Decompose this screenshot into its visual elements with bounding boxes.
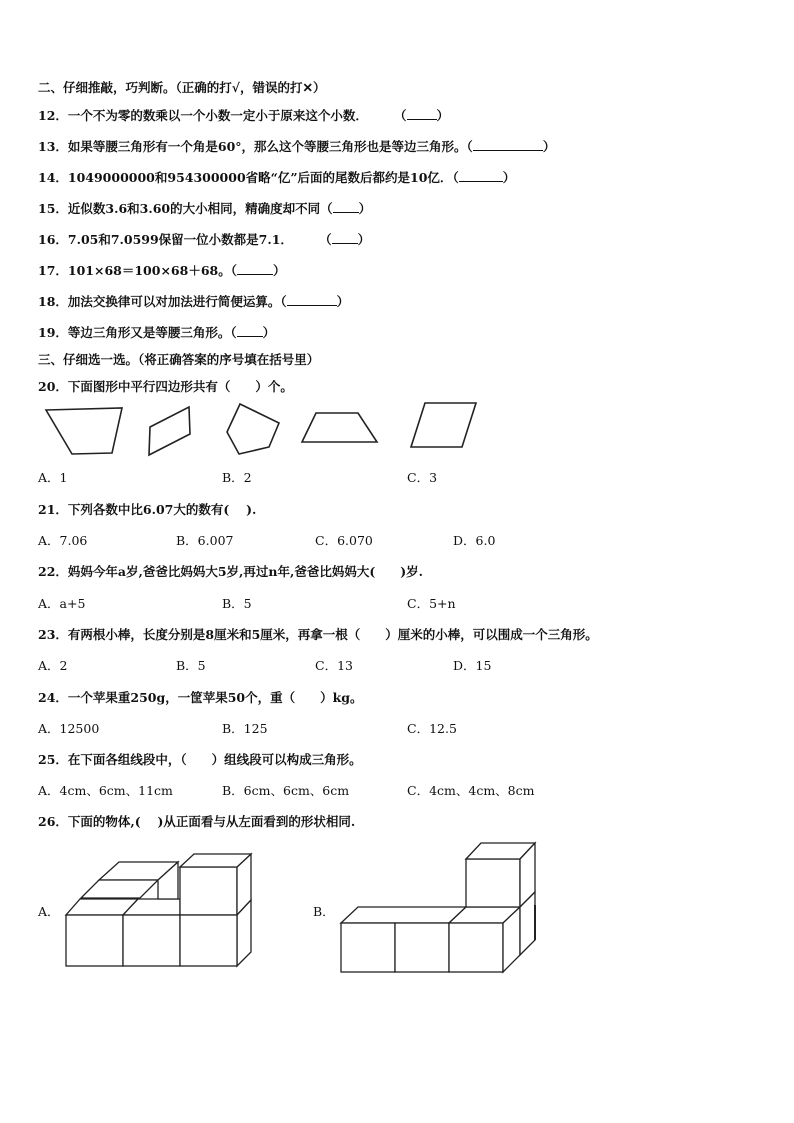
question-22: 22．妈妈今年a岁,爸爸比妈妈大5岁,再过n年,爸爸比妈妈大( )岁.: [38, 564, 424, 579]
shape-parallelogram-small: [149, 407, 190, 455]
question-17: 17．101×68＝100×68＋68。（ ）: [38, 263, 286, 278]
option-c[interactable]: C．6.070: [315, 533, 373, 548]
option-b[interactable]: B．6.007: [176, 533, 234, 548]
option-b[interactable]: B．2: [222, 470, 252, 485]
option-b[interactable]: B．5: [176, 658, 206, 673]
option-c[interactable]: C．12.5: [407, 721, 457, 736]
question-19: 19．等边三角形又是等腰三角形。（ ）: [38, 325, 276, 340]
question-16: 16．7.05和7.0599保留一位小数都是7.1． （ ）: [38, 232, 371, 247]
shape-parallelogram: [411, 403, 476, 447]
section-2-title: 二、仔细推敲，巧判断。（正确的打√，错误的打✕）: [38, 80, 326, 95]
question-18: 18．加法交换律可以对加法进行简便运算。（ ）: [38, 294, 350, 309]
question-23: 23．有两根小棒，长度分别是8厘米和5厘米，再拿一根（ ）厘米的小棒，可以围成一个三角形。: [38, 627, 598, 642]
option-a[interactable]: A．1: [38, 470, 68, 485]
shape-trapezoid-irregular: [46, 408, 122, 454]
option-b[interactable]: B．: [313, 904, 335, 919]
option-d[interactable]: D．15: [453, 658, 492, 673]
shape-pentagon: [227, 404, 279, 454]
question-14: 14．1049000000和954300000省略“亿”后面的尾数后都约是10亿．（ ）: [38, 170, 516, 185]
question-text: 12．一个不为零的数乘以一个小数一定小于原来这个小数．: [38, 108, 368, 123]
option-b[interactable]: B．5: [222, 596, 252, 611]
option-b[interactable]: B．125: [222, 721, 268, 736]
option-a[interactable]: A．: [38, 904, 60, 919]
shape-trapezoid: [302, 413, 377, 442]
option-c[interactable]: C．13: [315, 658, 353, 673]
question-text: 18．加法交换律可以对加法进行简便运算。: [38, 294, 281, 309]
option-a[interactable]: A．2: [38, 658, 68, 673]
question-20: 20．下面图形中平行四边形共有（ ）个。: [38, 379, 293, 394]
question-text: 16．7.05和7.0599保留一位小数都是7.1．: [38, 232, 293, 247]
option-a[interactable]: A．12500: [38, 721, 100, 736]
question-text: 17．101×68＝100×68＋68。: [38, 263, 231, 278]
option-c[interactable]: C．5+n: [407, 596, 456, 611]
option-d[interactable]: D．6.0: [453, 533, 496, 548]
question-12: 12．一个不为零的数乘以一个小数一定小于原来这个小数． （ ）: [38, 108, 450, 123]
option-a[interactable]: A．a+5: [38, 596, 86, 611]
question-21: 21．下列各数中比6.07大的数有( ).: [38, 502, 257, 517]
question-25: 25．在下面各组线段中，（ ）组线段可以构成三角形。: [38, 752, 362, 767]
option-a[interactable]: A．7.06: [38, 533, 88, 548]
figure-b-cubes: [341, 843, 535, 972]
question-text: 13．如果等腰三角形有一个角是60°，那么这个等腰三角形也是等边三角形。: [38, 139, 467, 154]
question-13: 13．如果等腰三角形有一个角是60°，那么这个等腰三角形也是等边三角形。（ ）: [38, 139, 556, 154]
figure-a-cubes: [66, 854, 251, 966]
question-text: 14．1049000000和954300000省略“亿”后面的尾数后都约是10亿．: [38, 170, 453, 185]
section-3-title: 三、仔细选一选。（将正确答案的序号填在括号里）: [38, 352, 320, 367]
option-a[interactable]: A．4cm、6cm、11cm: [38, 783, 173, 798]
question-15: 15．近似数3.6和3.60的大小相同，精确度却不同（ ）: [38, 201, 372, 216]
question-text: 19．等边三角形又是等腰三角形。: [38, 325, 231, 340]
option-b[interactable]: B．6cm、6cm、6cm: [222, 783, 350, 798]
option-c[interactable]: C．3: [407, 470, 438, 485]
option-c[interactable]: C．4cm、4cm、8cm: [407, 783, 535, 798]
question-text: 15．近似数3.6和3.60的大小相同，精确度却不同: [38, 201, 321, 216]
question-26: 26．下面的物体,( )从正面看与从左面看到的形状相同.: [38, 814, 356, 829]
question-24: 24．一个苹果重250g，一筐苹果50个，重（ ）kg。: [38, 690, 363, 705]
